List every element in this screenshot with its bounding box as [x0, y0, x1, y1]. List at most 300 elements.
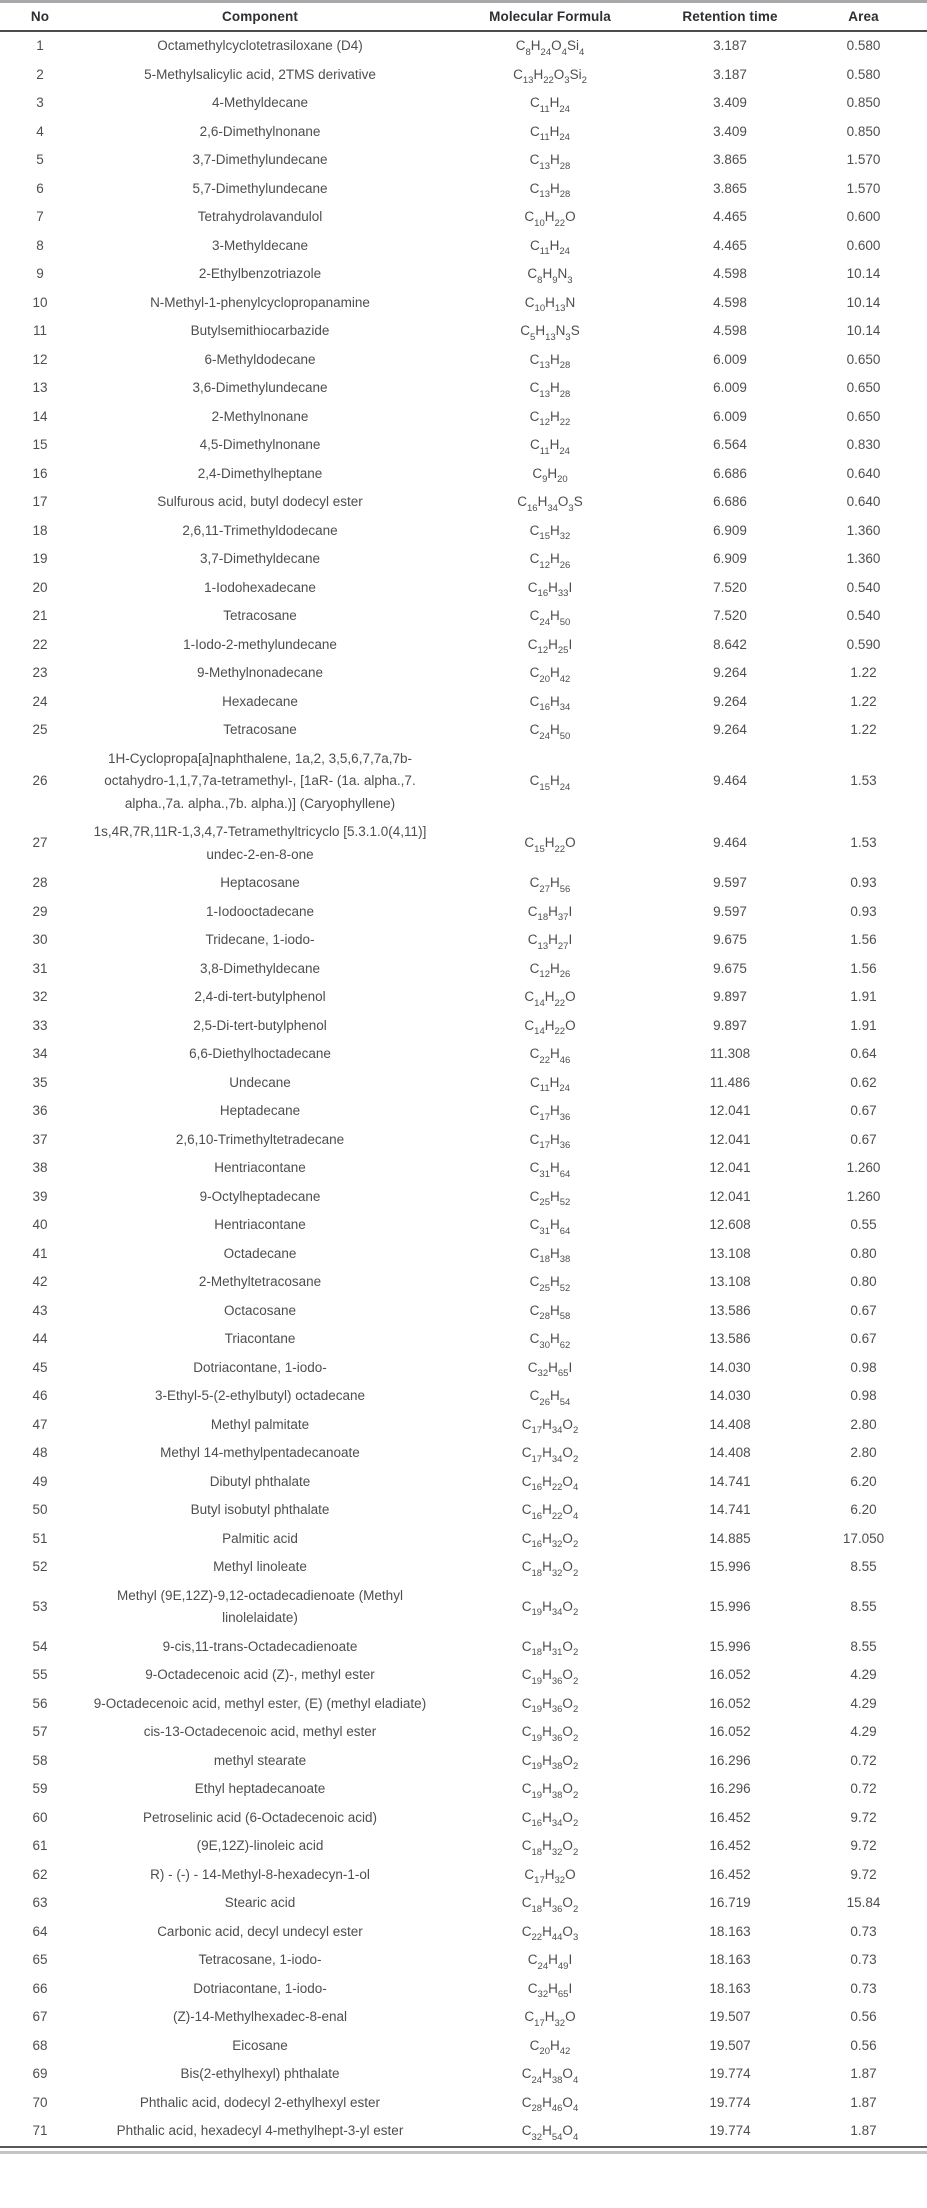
cell-retention-time: 4.598	[713, 323, 747, 338]
cell-retention-time: 19.774	[709, 2094, 751, 2110]
cell-no: 9	[36, 266, 44, 281]
cell-component: 9-Methylnonadecane	[196, 665, 324, 680]
table-row	[0, 1918, 927, 1947]
cell-formula: $C_{15}H_{24}$	[529, 773, 571, 793]
cell-retention-time: 16.052	[709, 1667, 751, 1682]
cell-no: 20	[32, 579, 48, 595]
cell-component: Hentriacontane	[214, 1217, 306, 1232]
cell-formula: $C_{17}H_{32}O$	[524, 2009, 576, 2029]
cell-retention-time: 11.308	[709, 1046, 751, 1061]
cell-formula: $C_{13}H_{28}$	[529, 152, 571, 172]
table-row	[0, 1946, 927, 1975]
cell-retention-time: 14.408	[709, 1445, 751, 1460]
cell-formula: $C_{16}H_{32}O_2$	[521, 1530, 579, 1551]
cell-formula: $C_8H_9N_3$	[527, 266, 573, 286]
cell-area: 0.67	[850, 1131, 877, 1147]
cell-component: (Z)-14-Methylhexadec-8-enal	[172, 2009, 348, 2024]
table-row	[0, 403, 927, 432]
cell-no: 66	[32, 1980, 48, 1996]
cell-retention-time: 3.409	[713, 123, 747, 139]
cell-formula: $C_{16}H_{22}O_4$	[521, 1473, 579, 1494]
cell-formula: $C_{19}H_{36}O_2$	[521, 1667, 579, 1687]
cell-component: Sulfurous acid, butyl dodecyl ester	[157, 494, 363, 509]
table-row	[0, 232, 927, 261]
cell-retention-time: 3.187	[713, 66, 747, 82]
table-row	[0, 2089, 927, 2118]
table-row	[0, 1468, 927, 1497]
cell-formula: $C_{16}H_{34}$	[529, 693, 571, 714]
cell-component: Methyl linoleate	[213, 1559, 307, 1574]
cell-area: 0.64	[850, 1046, 877, 1061]
cell-formula: $C_{12}H_{26}$	[529, 551, 571, 571]
cell-retention-time: 6.686	[713, 494, 747, 509]
cell-formula: $C_{18}H_{32}O_2$	[521, 1838, 579, 1858]
cell-retention-time: 12.041	[709, 1131, 751, 1147]
cell-no: 37	[32, 1131, 48, 1147]
table-row	[0, 1553, 927, 1582]
cell-no: 40	[32, 1217, 48, 1232]
cell-area: 0.650	[846, 380, 881, 395]
cell-retention-time: 6.686	[713, 465, 747, 481]
cell-area: 1.22	[850, 693, 877, 709]
table-row	[0, 1268, 927, 1297]
cell-no: 6	[36, 180, 44, 196]
table-row	[0, 574, 927, 603]
cell-no: 63	[32, 1895, 48, 1910]
cell-no: 52	[32, 1559, 48, 1574]
col-header-component: Component	[222, 9, 298, 24]
cell-component: R) - (-) - 14-Methyl-8-hexadecyn-1-ol	[150, 1866, 370, 1882]
cell-no: 48	[32, 1445, 48, 1460]
table-row	[0, 2032, 927, 2061]
cell-area: 0.540	[846, 579, 881, 595]
cell-retention-time: 14.741	[709, 1502, 751, 1517]
table-row	[0, 869, 927, 898]
table-row	[0, 659, 927, 688]
cell-component: Tetracosane	[223, 722, 297, 737]
cell-no: 28	[32, 875, 48, 890]
table-row	[0, 688, 927, 717]
table-row	[0, 1097, 927, 1126]
cell-formula: $C_{18}H_{31}O_2$	[521, 1638, 579, 1659]
cell-component: 6,6-Diethylhoctadecane	[189, 1046, 331, 1061]
cell-formula: $C_{20}H_{42}$	[529, 665, 571, 685]
cell-area: 0.98	[850, 1388, 877, 1403]
cell-retention-time: 13.108	[709, 1245, 751, 1261]
cell-component: 2,4-Dimethylheptane	[197, 465, 323, 481]
cell-retention-time: 12.608	[709, 1217, 751, 1232]
cell-no: 60	[32, 1809, 48, 1825]
cell-component: Stearic acid	[224, 1895, 296, 1910]
table-row	[0, 1832, 927, 1861]
cell-no: 45	[32, 1359, 48, 1375]
cell-retention-time: 9.597	[713, 903, 747, 919]
cell-area: 1.91	[850, 1017, 877, 1033]
table-row	[0, 488, 927, 517]
table-row	[0, 955, 927, 984]
cell-formula: $C_{17}H_{32}O$	[524, 1866, 576, 1887]
cell-area: 0.56	[850, 2009, 877, 2024]
table-row	[0, 118, 927, 147]
cell-formula: $C_{24}H_{49}I$	[527, 1952, 573, 1972]
cell-area: 1.570	[846, 180, 881, 196]
cell-component: 1-Iodohexadecane	[204, 579, 316, 595]
cell-formula: $C_{18}H_{32}O_2$	[521, 1559, 579, 1579]
cell-no: 61	[32, 1838, 48, 1853]
cell-no: 21	[32, 608, 48, 623]
cell-no: 62	[32, 1866, 48, 1882]
table-row	[0, 460, 927, 489]
table-row	[0, 1975, 927, 2004]
cell-component: Carbonic acid, decyl undecyl ester	[157, 1923, 363, 1939]
cell-formula: $C_{13}H_{28}$	[529, 180, 571, 201]
cell-area: 9.72	[850, 1866, 877, 1882]
cell-retention-time: 11.486	[709, 1074, 751, 1090]
table-row	[0, 716, 927, 745]
table-row	[0, 146, 927, 175]
cell-retention-time: 12.041	[709, 1160, 751, 1175]
cell-area: 8.55	[850, 1598, 877, 1614]
cell-area: 0.72	[850, 1752, 877, 1768]
cell-area: 1.260	[846, 1160, 881, 1175]
cell-area: 2.80	[850, 1416, 877, 1432]
cell-formula: $C_{19}H_{38}O_2$	[521, 1752, 579, 1773]
cell-retention-time: 3.409	[713, 95, 747, 110]
cell-formula: $C_{10}H_{22}O$	[524, 209, 576, 229]
cell-area: 0.650	[846, 408, 881, 424]
table-row	[0, 1325, 927, 1354]
cell-formula: $C_5H_{13}N_3S$	[520, 323, 580, 343]
cell-area: 1.260	[846, 1188, 881, 1204]
cell-no: 31	[32, 960, 48, 976]
cell-component: Eicosane	[232, 2037, 288, 2053]
cell-component: cis-13-Octadecenoic acid, methyl ester	[143, 1724, 377, 1739]
cell-no: 22	[32, 636, 48, 652]
cell-retention-time: 15.996	[709, 1598, 751, 1614]
cell-retention-time: 9.675	[713, 960, 747, 976]
cell-retention-time: 9.675	[713, 932, 747, 947]
cell-no: 13	[32, 380, 48, 395]
table-row	[0, 1382, 927, 1411]
cell-component: Tridecane, 1-iodo-	[205, 932, 315, 947]
table-row	[0, 89, 927, 118]
cell-formula: $C_{11}H_{24}$	[530, 437, 570, 457]
cell-area: 0.80	[850, 1274, 877, 1289]
cell-area: 0.80	[850, 1245, 877, 1261]
cell-formula: $C_{32}H_{65}I$	[527, 1980, 573, 2001]
table-row	[0, 175, 927, 204]
cell-component: 2,6,11-Trimethyldodecane	[182, 522, 338, 538]
cell-formula: $C_{19}H_{38}O_2$	[521, 1781, 579, 1801]
cell-no: 12	[32, 351, 48, 367]
cell-component: 5,7-Dimethylundecane	[192, 180, 328, 196]
cell-area: 0.600	[846, 209, 881, 224]
cell-no: 56	[32, 1695, 48, 1711]
cell-area: 0.73	[850, 1980, 877, 1996]
cell-formula: $C_{27}H_{56}$	[529, 875, 571, 895]
cell-retention-time: 8.642	[713, 636, 747, 652]
cell-area: 0.580	[846, 38, 881, 53]
cell-component: Methyl palmitate	[210, 1416, 310, 1432]
cell-area: 9.72	[850, 1809, 877, 1825]
cell-retention-time: 18.163	[709, 1980, 751, 1996]
cell-area: 0.540	[846, 608, 881, 623]
cell-retention-time: 18.163	[709, 1923, 751, 1939]
cell-area: 6.20	[850, 1473, 877, 1489]
cell-component: Hexadecane	[222, 693, 298, 709]
cell-retention-time: 6.909	[713, 551, 747, 566]
cell-component: Octacosane	[223, 1302, 297, 1318]
cell-component: 9-Octylheptadecane	[199, 1188, 321, 1204]
cell-formula: $C_{13}H_{28}$	[529, 380, 571, 400]
cell-area: 0.93	[850, 875, 877, 890]
cell-formula: $C_{16}H_{22}O_4$	[521, 1502, 579, 1522]
cell-component: 3,7-Dimethylundecane	[192, 152, 328, 167]
cell-no: 14	[32, 408, 48, 424]
table-row	[0, 1126, 927, 1155]
cell-component: Methyl 14-methylpentadecanoate	[160, 1445, 360, 1460]
cell-formula: $C_{30}H_{62}$	[529, 1331, 571, 1351]
table-row	[0, 1747, 927, 1776]
cell-no: 2	[36, 66, 44, 82]
cell-formula: $C_{18}H_{36}O_2$	[521, 1895, 579, 1915]
cell-formula: $C_{12}H_{22}$	[529, 408, 571, 429]
cell-formula: $C_{17}H_{36}$	[529, 1131, 571, 1152]
cell-component: methyl stearate	[213, 1752, 307, 1768]
cell-retention-time: 18.163	[709, 1952, 751, 1967]
cell-formula: $C_{10}H_{13}N$	[524, 294, 576, 315]
table-row	[0, 317, 927, 346]
cell-retention-time: 19.774	[709, 2066, 751, 2081]
cell-area: 1.570	[846, 152, 881, 167]
table-row	[0, 2117, 927, 2147]
cell-retention-time: 19.507	[709, 2009, 751, 2024]
cell-component: Butyl isobutyl phthalate	[190, 1502, 330, 1517]
cell-formula: $C_{16}H_{34}O_2$	[521, 1809, 579, 1830]
bottom-rule	[0, 2151, 927, 2154]
cell-area: 0.650	[846, 351, 881, 367]
cell-retention-time: 16.052	[709, 1724, 751, 1739]
table-row	[0, 818, 927, 869]
table-row	[0, 1582, 927, 1633]
cell-component: Undecane	[229, 1074, 291, 1090]
table-row	[0, 517, 927, 546]
cell-no: 39	[32, 1188, 48, 1204]
cell-component: 3,6-Dimethylundecane	[192, 380, 328, 395]
cell-retention-time: 16.719	[709, 1895, 751, 1910]
cell-component: 9-Octadecenoic acid, methyl ester, (E) (methyl eladiate)	[93, 1695, 427, 1711]
cell-component: Dotriacontane, 1-iodo-	[193, 1359, 327, 1375]
cell-area: 0.850	[846, 123, 881, 139]
cell-area: 1.360	[846, 551, 881, 566]
table-row	[0, 745, 927, 819]
cell-retention-time: 14.030	[709, 1359, 751, 1375]
cell-formula: $C_{28}H_{58}$	[529, 1302, 571, 1323]
cell-component: Triacontane	[224, 1331, 296, 1346]
cell-retention-time: 3.865	[713, 152, 747, 167]
cell-area: 0.600	[846, 237, 881, 253]
cell-area: 1.53	[850, 773, 877, 788]
cell-formula: $C_{32}H_{65}I$	[527, 1359, 573, 1380]
cell-no: 38	[32, 1160, 48, 1175]
cell-component: 6-Methyldodecane	[204, 351, 316, 367]
cell-no: 53	[32, 1598, 48, 1614]
table-row	[0, 2060, 927, 2089]
cell-retention-time: 16.452	[709, 1809, 751, 1825]
cell-component: 4,5-Dimethylnonane	[199, 437, 321, 452]
cell-no: 55	[32, 1667, 48, 1682]
cell-area: 0.56	[850, 2037, 877, 2053]
cell-formula: $C_{17}H_{36}$	[529, 1103, 571, 1123]
cell-retention-time: 9.264	[713, 665, 747, 680]
table-row	[0, 1775, 927, 1804]
cell-formula: $C_{16}H_{34}O_3S$	[517, 494, 583, 514]
cell-area: 0.62	[850, 1074, 877, 1090]
table-row	[0, 1889, 927, 1918]
cell-component: Bis(2-ethylhexyl) phthalate	[180, 2066, 340, 2081]
cell-retention-time: 14.030	[709, 1388, 751, 1403]
cell-component: 1H-Cyclopropa[a]naphthalene, 1a,2, 3,5,6,7,7a,7b-octahydro-1,1,7,7a-tetramethyl-, [1aR- (1a. alpha.,7. alpha.,7a. alpha.,7b. alpha.)] (Caryophyllene)	[104, 750, 416, 811]
cell-retention-time: 4.465	[713, 237, 747, 253]
cell-retention-time: 12.041	[709, 1188, 751, 1204]
cell-component: Octamethylcyclotetrasiloxane (D4)	[157, 38, 363, 53]
cell-formula: $C_{11}H_{24}$	[530, 1074, 570, 1095]
cell-area: 0.93	[850, 903, 877, 919]
cell-no: 16	[32, 465, 48, 481]
cell-no: 18	[32, 522, 48, 538]
table-row	[0, 61, 927, 90]
cell-retention-time: 14.741	[709, 1473, 751, 1489]
cell-no: 34	[32, 1046, 48, 1061]
cell-component: 2-Methyltetracosane	[198, 1274, 322, 1289]
table-body	[0, 31, 927, 2147]
cell-no: 44	[32, 1331, 48, 1346]
cell-component: 3,7-Dimethyldecane	[199, 551, 321, 566]
cell-formula: $C_{14}H_{22}O$	[524, 989, 576, 1009]
cell-component: 9-cis,11-trans-Octadecadienoate	[162, 1638, 358, 1654]
cell-no: 23	[32, 665, 48, 680]
cell-area: 0.830	[846, 437, 881, 452]
cell-formula: $C_{24}H_{38}O_4$	[521, 2066, 579, 2086]
cell-no: 33	[32, 1017, 48, 1033]
cell-no: 24	[32, 693, 48, 709]
cell-retention-time: 9.897	[713, 989, 747, 1004]
table-row	[0, 431, 927, 460]
table-row	[0, 1040, 927, 1069]
cell-retention-time: 9.464	[713, 773, 747, 788]
cell-retention-time: 15.996	[709, 1638, 751, 1654]
cell-retention-time: 12.041	[709, 1103, 751, 1118]
cell-retention-time: 7.520	[713, 608, 747, 623]
cell-area: 1.91	[850, 989, 877, 1004]
cell-component: Tetrahydrolavandulol	[197, 209, 323, 224]
table-row	[0, 203, 927, 232]
cell-area: 0.73	[850, 1952, 877, 1967]
cell-area: 0.72	[850, 1781, 877, 1796]
table-row	[0, 926, 927, 955]
table-row	[0, 1496, 927, 1525]
cell-no: 36	[32, 1103, 48, 1118]
cell-formula: $C_9H_{20}$	[532, 465, 568, 486]
cell-component: 3-Ethyl-5-(2-ethylbutyl) octadecane	[154, 1388, 366, 1403]
cell-retention-time: 16.296	[709, 1752, 751, 1768]
cell-retention-time: 6.564	[713, 437, 747, 452]
cell-component: 1-Iodo-2-methylundecane	[183, 636, 337, 652]
cell-component: 2,6-Dimethylnonane	[199, 123, 321, 139]
table-row	[0, 289, 927, 318]
cell-area: 0.580	[846, 66, 881, 82]
cell-no: 35	[32, 1074, 48, 1090]
cell-retention-time: 3.187	[713, 38, 747, 53]
table-row	[0, 545, 927, 574]
cell-no: 71	[32, 2123, 48, 2138]
table-row	[0, 1012, 927, 1041]
table-row	[0, 631, 927, 660]
cell-component: Tetracosane	[223, 608, 297, 623]
cell-area: 0.98	[850, 1359, 877, 1375]
cell-retention-time: 4.598	[713, 294, 747, 310]
table-row	[0, 1211, 927, 1240]
cell-formula: $C_{24}H_{50}$	[529, 722, 571, 742]
table-row	[0, 1633, 927, 1662]
table-row	[0, 602, 927, 631]
cell-area: 15.84	[846, 1895, 881, 1910]
cell-area: 0.590	[846, 636, 881, 652]
cell-retention-time: 9.597	[713, 875, 747, 890]
cell-no: 5	[36, 152, 44, 167]
cell-component: 3,8-Dimethyldecane	[199, 960, 321, 976]
cell-formula: $C_{22}H_{44}O_3$	[521, 1923, 579, 1944]
col-header-retention-time: Retention time	[682, 9, 778, 24]
cell-area: 4.29	[850, 1695, 877, 1711]
cell-area: 0.850	[846, 95, 881, 110]
cell-no: 29	[32, 903, 48, 919]
cell-retention-time: 6.009	[713, 351, 747, 367]
cell-retention-time: 6.009	[713, 380, 747, 395]
cell-formula: $C_{16}H_{33}I$	[527, 579, 573, 600]
table-row	[0, 1525, 927, 1554]
cell-component: N-Methyl-1-phenylcyclopropanamine	[150, 294, 370, 310]
cell-retention-time: 14.408	[709, 1416, 751, 1432]
table-row	[0, 1183, 927, 1212]
cell-area: 6.20	[850, 1502, 877, 1517]
cell-area: 1.360	[846, 522, 881, 538]
cell-no: 54	[32, 1638, 48, 1654]
cell-component: 2,4-di-tert-butylphenol	[194, 989, 326, 1004]
cell-area: 1.87	[850, 2094, 877, 2110]
header-row	[0, 2, 927, 32]
cell-formula: $C_{31}H_{64}$	[529, 1217, 571, 1237]
table-row	[0, 374, 927, 403]
cell-no: 57	[32, 1724, 48, 1739]
cell-component: Ethyl heptadecanoate	[194, 1781, 326, 1796]
cell-area: 10.14	[846, 294, 881, 310]
cell-no: 69	[32, 2066, 48, 2081]
cell-component: Butylsemithiocarbazide	[190, 323, 330, 338]
cell-retention-time: 4.465	[713, 209, 747, 224]
cell-retention-time: 14.885	[709, 1530, 751, 1546]
cell-no: 70	[32, 2094, 48, 2110]
cell-formula: $C_{13}H_{28}$	[529, 351, 571, 372]
cell-no: 58	[32, 1752, 48, 1768]
cell-retention-time: 19.774	[709, 2123, 751, 2138]
cell-no: 41	[32, 1245, 48, 1261]
cell-formula: $C_{28}H_{46}O_4$	[521, 2094, 579, 2115]
cell-component: Heptacosane	[220, 875, 300, 890]
cell-component: Petroselinic acid (6-Octadecenoic acid)	[142, 1809, 378, 1825]
cell-no: 50	[32, 1502, 48, 1517]
cell-no: 1	[36, 38, 44, 53]
